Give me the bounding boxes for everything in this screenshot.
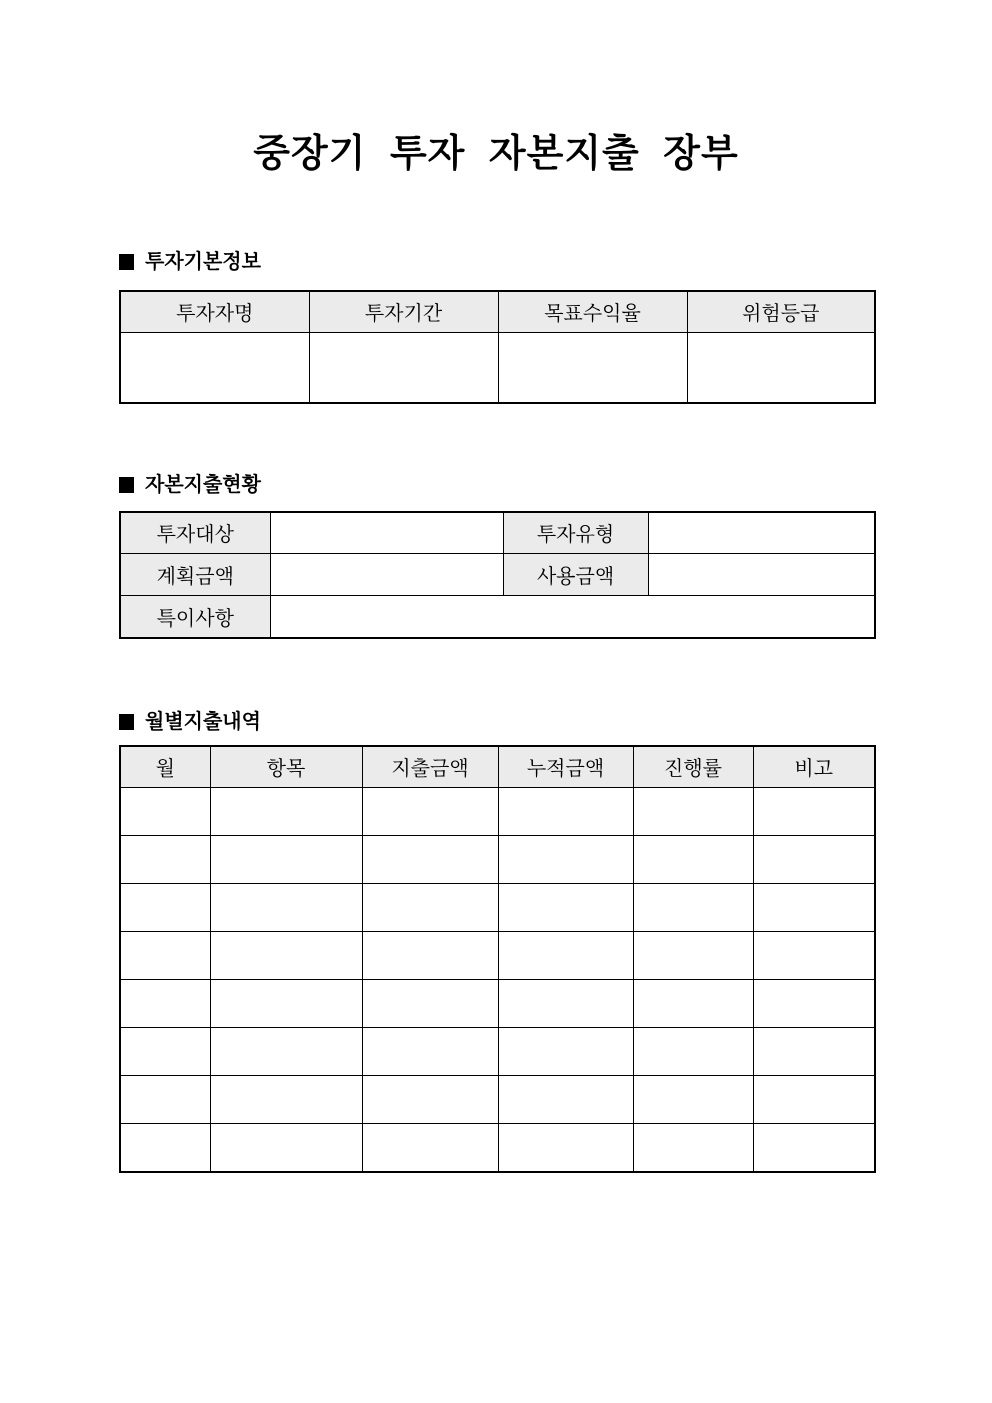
empty-cell bbox=[633, 1028, 753, 1076]
risk-grade-value-cell bbox=[687, 333, 875, 403]
empty-cell bbox=[753, 1124, 875, 1172]
empty-cell bbox=[498, 1076, 633, 1124]
empty-cell bbox=[633, 932, 753, 980]
table-row bbox=[120, 596, 875, 638]
empty-cell bbox=[633, 980, 753, 1028]
empty-cell bbox=[120, 1028, 210, 1076]
table-row bbox=[120, 554, 875, 596]
empty-cell bbox=[210, 1124, 362, 1172]
planned-amount-value-cell bbox=[270, 554, 503, 596]
investor-name-value-cell bbox=[120, 333, 309, 403]
empty-cell bbox=[362, 1076, 498, 1124]
table-row bbox=[120, 333, 875, 403]
monthly-expenditure-table bbox=[119, 745, 876, 1173]
empty-cell bbox=[210, 1076, 362, 1124]
empty-cell bbox=[633, 836, 753, 884]
empty-cell bbox=[120, 884, 210, 932]
header-cell-expenditure-amount: 지출금액 bbox=[362, 746, 498, 788]
header-cell-investment-period: 투자기간 bbox=[309, 291, 498, 333]
empty-cell bbox=[210, 884, 362, 932]
table-row bbox=[120, 836, 875, 884]
empty-cell bbox=[120, 1076, 210, 1124]
empty-cell bbox=[498, 788, 633, 836]
empty-cell bbox=[362, 1028, 498, 1076]
empty-cell bbox=[210, 836, 362, 884]
empty-cell bbox=[362, 932, 498, 980]
table-row bbox=[120, 980, 875, 1028]
remarks-value-cell bbox=[270, 596, 875, 638]
empty-cell bbox=[362, 836, 498, 884]
section-heading-investment-info bbox=[119, 250, 874, 275]
header-cell-progress-rate: 진행률 bbox=[633, 746, 753, 788]
empty-cell bbox=[753, 836, 875, 884]
header-cell-month: 월 bbox=[120, 746, 210, 788]
black-square-icon bbox=[119, 477, 134, 493]
section-investment-info bbox=[119, 250, 874, 404]
empty-cell bbox=[362, 884, 498, 932]
empty-cell bbox=[633, 1124, 753, 1172]
empty-cell bbox=[633, 788, 753, 836]
monthly-expenditure-tbody bbox=[120, 788, 875, 1172]
section-heading-label: 투자기본정보 bbox=[145, 250, 261, 273]
empty-cell bbox=[633, 1076, 753, 1124]
investment-type-value-cell bbox=[648, 512, 875, 554]
empty-cell bbox=[120, 836, 210, 884]
black-square-icon bbox=[119, 714, 134, 730]
table-row bbox=[120, 788, 875, 836]
investment-type-label-cell: 투자유형 bbox=[503, 512, 648, 554]
section-heading-monthly-expenditure bbox=[119, 710, 874, 735]
table-header-row bbox=[120, 291, 875, 333]
empty-cell bbox=[210, 980, 362, 1028]
empty-cell bbox=[362, 1124, 498, 1172]
planned-amount-label-cell: 계획금액 bbox=[120, 554, 270, 596]
section-heading-label: 월별지출내역 bbox=[145, 710, 261, 733]
empty-cell bbox=[498, 932, 633, 980]
capital-expenditure-table bbox=[119, 511, 876, 639]
empty-cell bbox=[498, 836, 633, 884]
empty-cell bbox=[120, 932, 210, 980]
empty-cell bbox=[753, 1028, 875, 1076]
table-row bbox=[120, 1076, 875, 1124]
empty-cell bbox=[633, 884, 753, 932]
empty-cell bbox=[753, 932, 875, 980]
header-cell-cumulative-amount: 누적금액 bbox=[498, 746, 633, 788]
empty-cell bbox=[753, 980, 875, 1028]
empty-cell bbox=[120, 1124, 210, 1172]
header-cell-item: 항목 bbox=[210, 746, 362, 788]
investment-period-value-cell bbox=[309, 333, 498, 403]
remarks-label-cell: 특이사항 bbox=[120, 596, 270, 638]
table-header-row bbox=[120, 746, 875, 788]
page-title: 중장기 투자 자본지출 장부 bbox=[253, 133, 739, 175]
table-row bbox=[120, 932, 875, 980]
empty-cell bbox=[210, 788, 362, 836]
table-row bbox=[120, 512, 875, 554]
empty-cell bbox=[210, 1028, 362, 1076]
header-cell-notes: 비고 bbox=[753, 746, 875, 788]
table-row bbox=[120, 1028, 875, 1076]
section-monthly-expenditure bbox=[119, 710, 874, 1173]
empty-cell bbox=[498, 884, 633, 932]
section-capital-expenditure bbox=[119, 473, 874, 639]
black-square-icon bbox=[119, 254, 134, 270]
investment-target-label-cell: 투자대상 bbox=[120, 512, 270, 554]
empty-cell bbox=[753, 884, 875, 932]
empty-cell bbox=[120, 788, 210, 836]
investment-info-table bbox=[119, 290, 876, 404]
target-return-value-cell bbox=[498, 333, 687, 403]
empty-cell bbox=[753, 1076, 875, 1124]
empty-cell bbox=[362, 980, 498, 1028]
header-cell-risk-grade: 위험등급 bbox=[687, 291, 875, 333]
empty-cell bbox=[210, 932, 362, 980]
used-amount-value-cell bbox=[648, 554, 875, 596]
section-heading-label: 자본지출현황 bbox=[145, 473, 261, 496]
empty-cell bbox=[498, 1124, 633, 1172]
table-row bbox=[120, 884, 875, 932]
empty-cell bbox=[362, 788, 498, 836]
empty-cell bbox=[753, 788, 875, 836]
header-cell-target-return: 목표수익율 bbox=[498, 291, 687, 333]
section-heading-capital-expenditure bbox=[119, 473, 874, 498]
header-cell-investor-name: 투자자명 bbox=[120, 291, 309, 333]
table-row bbox=[120, 1124, 875, 1172]
empty-cell bbox=[498, 1028, 633, 1076]
used-amount-label-cell: 사용금액 bbox=[503, 554, 648, 596]
empty-cell bbox=[120, 980, 210, 1028]
empty-cell bbox=[498, 980, 633, 1028]
investment-target-value-cell bbox=[270, 512, 503, 554]
